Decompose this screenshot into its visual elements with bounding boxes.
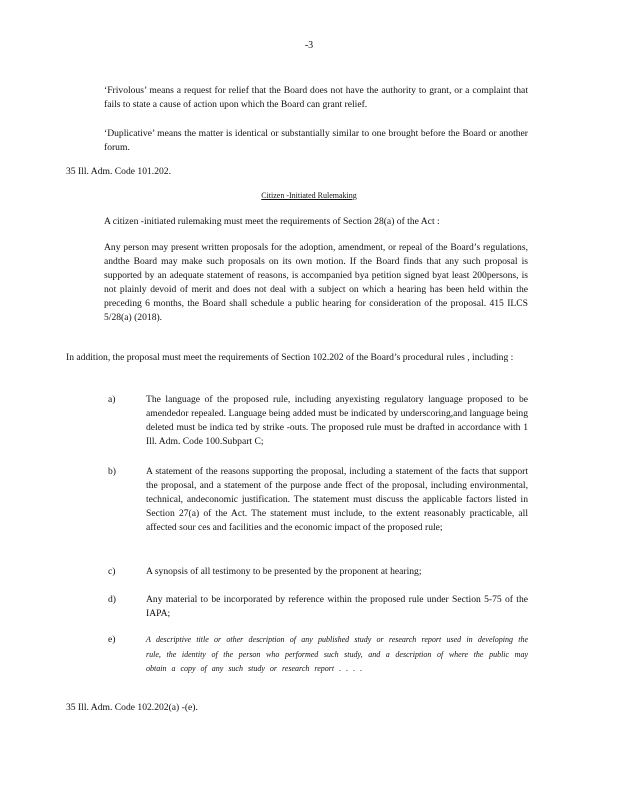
definition-duplicative bbox=[104, 127, 528, 155]
list-item: A synopsis of all testimony to be presented by the proponent at hearing; bbox=[146, 566, 422, 577]
definition-text: means the matter is identical or substantially similar to one brought before the Board or another forum. bbox=[104, 128, 528, 153]
list-item: The language of the proposed rule, including anyexisting regulatory language proposed to be amendedor repealed. Language being added must be indicated by underscoring,and language being deleted must be indica ted by strike -outs. The proposed rule must be drafted in accordance with 1 Ill. Adm. Code 100.Subpart C; bbox=[146, 394, 528, 447]
list-item: A statement of the reasons supporting the proposal, including a statement of the facts that support the proposal, and a statement of the purpose ande ffect of the proposal, including environmental, technical, andeconomic justification. The statement must discuss the applicable factors listed in Section 27(a) of the Act. The statement must include, to the extent reasonably practicable, all affected sour ces and facilities and the economic impact of the proposed rule; bbox=[146, 466, 528, 533]
definition-term: ‘Frivolous’ bbox=[104, 85, 147, 96]
list-item: Any material to be incorporated by reference within the proposed rule under Section 5-75 of the IAPA; bbox=[146, 594, 528, 619]
item-label: b) bbox=[108, 466, 116, 477]
definition-term: ‘Duplicative’ bbox=[104, 128, 155, 139]
definition-frivolous bbox=[104, 84, 528, 112]
item-label: c) bbox=[108, 566, 116, 577]
definition-text: means a request for relief that the Board does not have the authority to grant, or a complaint that fails to state a cause of action upon which the Board can grant relief. bbox=[104, 85, 528, 110]
citation: 35 Ill. Adm. Code 102.202(a) -(e). bbox=[66, 702, 198, 713]
item-label: d) bbox=[108, 594, 116, 605]
statutory-quote: Any person may present written proposals for the adoption, amendment, or repeal of the Board’s regulations, andthe Board may make such proposals on its own motion. If the Board finds that any such proposal is supported by an adequate statement of reasons, is accompanied bya petition signed byat least 200persons, is not plainly devoid of merit and does not deal with a subject on which a hearing has been held within the preceding 6 months, the Board shall schedule a public hearing for consideration of the proposal. 415 ILCS 5/28(a) (2018). bbox=[104, 242, 528, 323]
section-heading: Citizen -Initiated Rulemaking bbox=[261, 191, 357, 200]
item-label: a) bbox=[108, 394, 116, 405]
page-number: -3 bbox=[304, 40, 314, 51]
list-item: A descriptive title or other description of any published study or research report used in developing the rule, the identity of the person who performed such study, and a description of where the public may obtain a copy of any such study or research report . . . . bbox=[146, 635, 528, 674]
citation: 35 Ill. Adm. Code 101.202. bbox=[66, 166, 171, 177]
item-label: e) bbox=[108, 634, 116, 645]
addition-paragraph: In addition, the proposal must meet the requirements of Section 102.202 of the Board’s procedural rules , including : bbox=[66, 352, 514, 363]
intro-text: A citizen -initiated rulemaking must meet the requirements of Section 28(a) of the Act : bbox=[104, 216, 440, 227]
